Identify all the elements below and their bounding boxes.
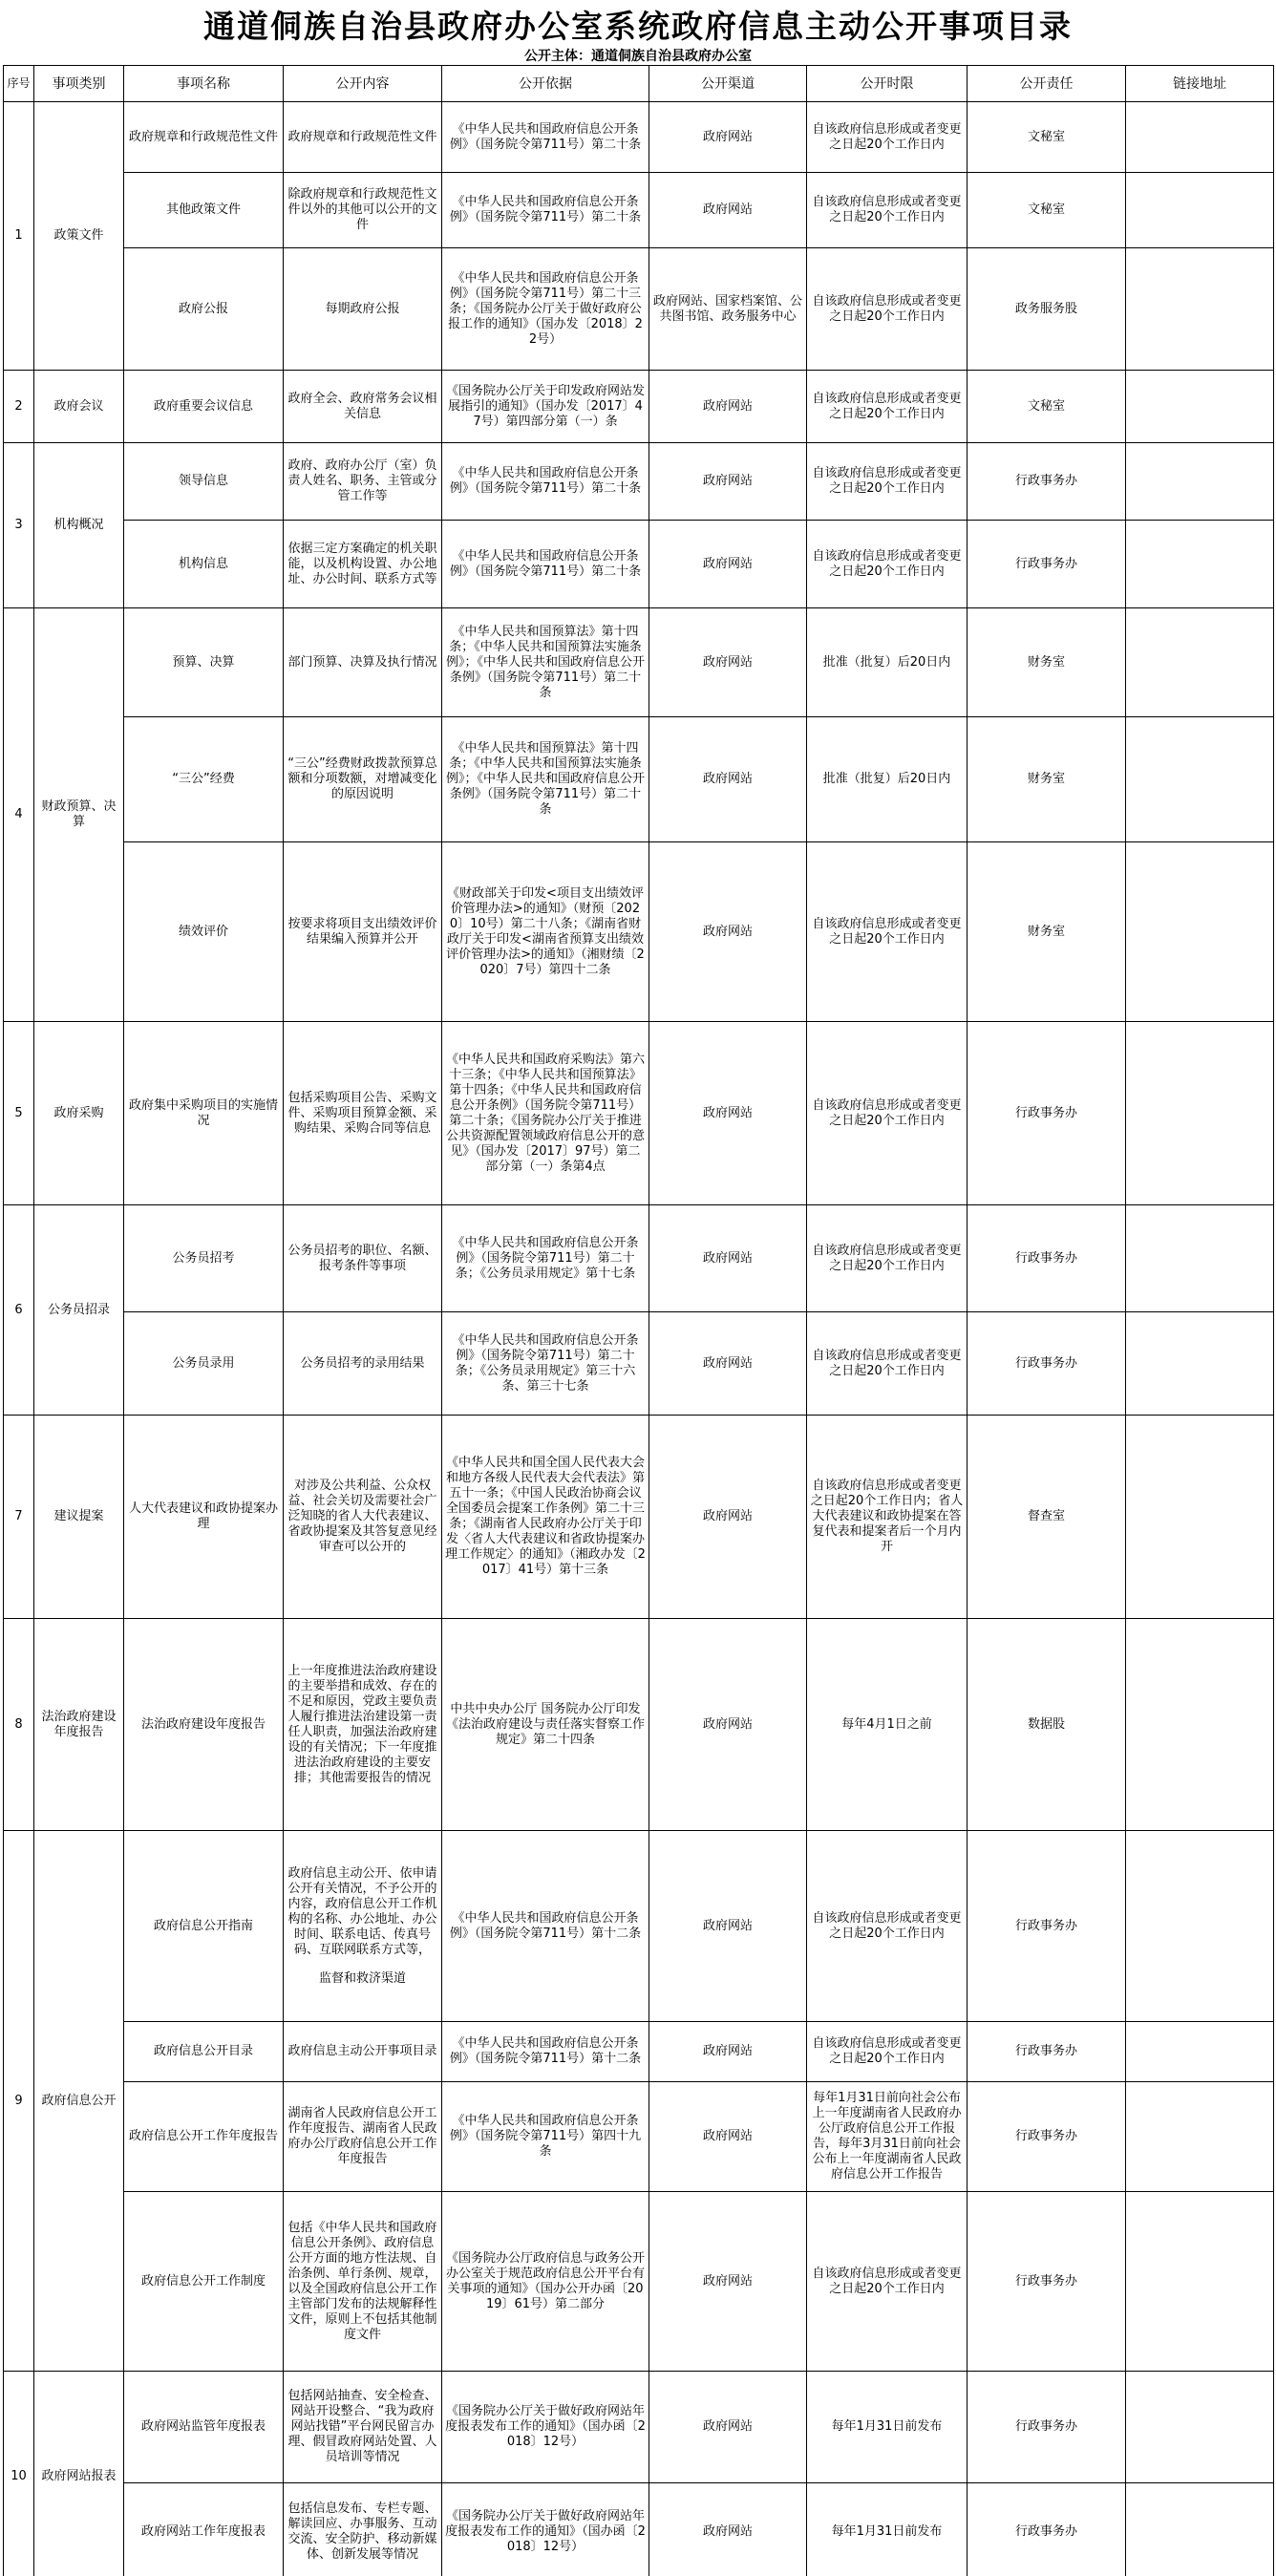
row-category: 机构概况: [34, 443, 124, 608]
row-link: [1126, 842, 1274, 1022]
table-row: [4, 521, 1274, 608]
row-channel: 政府网站: [649, 443, 807, 521]
row-basis: 《中华人民共和国政府信息公开条例》（国务院令第711号）第十二条: [442, 1831, 649, 2022]
row-basis: 《中华人民共和国政府信息公开条例》（国务院令第711号）第二十条: [442, 173, 649, 248]
row-resp: 督查室: [968, 1416, 1126, 1619]
row-content-extra: 监督和救济渠道: [318, 1970, 406, 1986]
row-basis: 《中华人民共和国政府信息公开条例》（国务院令第711号）第二十条；《公务员录用规定》第三十六条、第三十七条: [442, 1312, 649, 1416]
row-category: 公务员招录: [34, 1205, 124, 1416]
row-name: 政府信息公开指南: [124, 1831, 284, 2022]
row-time: 自该政府信息形成或者变更之日起20个工作日内: [807, 2022, 968, 2082]
row-basis: 《中华人民共和国政府信息公开条例》（国务院令第711号）第四十九条: [442, 2082, 649, 2192]
row-link: [1126, 102, 1274, 173]
table-row: [4, 717, 1274, 842]
table-row: [4, 842, 1274, 1022]
row-category: 法治政府建设年度报告: [34, 1619, 124, 1831]
table-row: [4, 2483, 1274, 2576]
table-row: [4, 1022, 1274, 1205]
row-category: 财政预算、决算: [34, 608, 124, 1022]
row-content: 包括网站抽查、安全检查、网站开设整合、“我为政府网站找错”平台网民留言办理、假冒政府网站处置、人员培训等情况: [284, 2372, 442, 2483]
row-basis: 中共中央办公厅 国务院办公厅印发《法治政府建设与责任落实督察工作规定》第二十四条: [442, 1619, 649, 1831]
row-content: 公务员招考的职位、名额、报考条件等事项: [284, 1205, 442, 1312]
row-basis: 《中华人民共和国政府信息公开条例》（国务院令第711号）第二十条: [442, 102, 649, 173]
row-basis: 《国务院办公厅关于做好政府网站年度报表发布工作的通知》（国办函〔2018〕12号）: [442, 2483, 649, 2576]
row-name: 其他政策文件: [124, 173, 284, 248]
row-name: 政府公报: [124, 248, 284, 371]
row-name: “三公”经费: [124, 717, 284, 842]
header-row: [4, 66, 1274, 102]
row-link: [1126, 2483, 1274, 2576]
row-name: 公务员招考: [124, 1205, 284, 1312]
row-content: 对涉及公共利益、公众权益、社会关切及需要社会广泛知晓的省人大代表建议、省政协提案及其答复意见经审查可以公开的: [284, 1416, 442, 1619]
row-channel: 政府网站: [649, 1416, 807, 1619]
row-resp: 文秘室: [968, 102, 1126, 173]
row-link: [1126, 2022, 1274, 2082]
row-name: 机构信息: [124, 521, 284, 608]
row-channel: 政府网站: [649, 521, 807, 608]
row-name: 政府信息公开工作年度报告: [124, 2082, 284, 2192]
table-row: [4, 371, 1274, 443]
row-link: [1126, 1831, 1274, 2022]
page-subtitle: 公开主体：通道侗族自治县政府办公室: [524, 49, 752, 64]
row-resp: 文秘室: [968, 173, 1126, 248]
row-channel: 政府网站: [649, 717, 807, 842]
row-basis: 《国务院办公厅关于做好政府网站年度报表发布工作的通知》（国办函〔2018〕12号）: [442, 2372, 649, 2483]
row-time: 每年1月31日前发布: [807, 2483, 968, 2576]
row-link: [1126, 2372, 1274, 2483]
row-time: 自该政府信息形成或者变更之日起20个工作日内: [807, 2192, 968, 2372]
row-content: 公务员招考的录用结果: [284, 1312, 442, 1416]
row-time: 自该政府信息形成或者变更之日起20个工作日内: [807, 1312, 968, 1416]
row-basis: 《财政部关于印发<项目支出绩效评价管理办法>的通知》（财预〔2020〕10号）第二十八条；《湖南省财政厅关于印发<湖南省预算支出绩效评价管理办法>的通知》（湘财绩〔2020〕7号）第四十二条: [442, 842, 649, 1022]
row-resp: 数据股: [968, 1619, 1126, 1831]
row-content: 除政府规章和行政规范性文件以外的其他可以公开的文件: [284, 173, 442, 248]
row-channel: 政府网站: [649, 1205, 807, 1312]
row-channel: 政府网站: [649, 608, 807, 717]
header-link: 链接地址: [1126, 66, 1274, 102]
row-seq: 7: [4, 1416, 34, 1619]
table-row: [4, 608, 1274, 717]
row-time: 自该政府信息形成或者变更之日起20个工作日内: [807, 842, 968, 1022]
row-category: 政府采购: [34, 1022, 124, 1205]
row-content-main: 政府信息主动公开、依申请公开有关情况，不予公开的内容，政府信息公开工作机构的名称、办公地址、办公时间、联系电话、传真号码、互联网联系方式等，: [287, 1865, 437, 1957]
header-category: 事项类别: [34, 66, 124, 102]
row-seq: 6: [4, 1205, 34, 1416]
row-link: [1126, 1312, 1274, 1416]
row-name: 政府规章和行政规范性文件: [124, 102, 284, 173]
row-channel: 政府网站: [649, 102, 807, 173]
row-seq: 4: [4, 608, 34, 1022]
row-basis: 《中华人民共和国预算法》第十四条；《中华人民共和国预算法实施条例》；《中华人民共和国政府信息公开条例》（国务院令第711号）第二十条: [442, 608, 649, 717]
row-seq: 5: [4, 1022, 34, 1205]
row-resp: 行政事务办: [968, 521, 1126, 608]
row-time: 批准（批复）后20日内: [807, 717, 968, 842]
header-time: 公开时限: [807, 66, 968, 102]
row-category: 政府信息公开: [34, 1831, 124, 2372]
row-channel: 政府网站: [649, 2192, 807, 2372]
row-name: 领导信息: [124, 443, 284, 521]
row-resp: 行政事务办: [968, 1312, 1126, 1416]
row-link: [1126, 443, 1274, 521]
row-time: 每年1月31日前向社会公布上一年度湖南省人民政府办公厅政府信息公开工作报告，每年3月31日前向社会公布上一年度湖南省人民政府信息公开工作报告: [807, 2082, 968, 2192]
row-basis: 《中华人民共和国预算法》第十四条；《中华人民共和国预算法实施条例》；《中华人民共和国政府信息公开条例》（国务院令第711号）第二十条: [442, 717, 649, 842]
row-time: 自该政府信息形成或者变更之日起20个工作日内: [807, 1022, 968, 1205]
row-channel: 政府网站: [649, 173, 807, 248]
row-time: 每年4月1日之前: [807, 1619, 968, 1831]
row-content: 每期政府公报: [284, 248, 442, 371]
row-name: 政府信息公开工作制度: [124, 2192, 284, 2372]
row-name: 法治政府建设年度报告: [124, 1619, 284, 1831]
row-seq: 9: [4, 1831, 34, 2372]
row-content: 政府、政府办公厅（室）负责人姓名、职务、主管或分管工作等: [284, 443, 442, 521]
row-time: 每年1月31日前发布: [807, 2372, 968, 2483]
row-time: 批准（批复）后20日内: [807, 608, 968, 717]
row-time: 自该政府信息形成或者变更之日起20个工作日内: [807, 173, 968, 248]
row-resp: 行政事务办: [968, 1022, 1126, 1205]
row-link: [1126, 371, 1274, 443]
row-content: 政府全会、政府常务会议相关信息: [284, 371, 442, 443]
table-row: [4, 1416, 1274, 1619]
row-name: 政府重要会议信息: [124, 371, 284, 443]
table-row: [4, 1831, 1274, 2022]
row-link: [1126, 2192, 1274, 2372]
row-channel: 政府网站: [649, 842, 807, 1022]
row-basis: 《国务院办公厅政府信息与政务公开办公室关于规范政府信息公开平台有关事项的通知》（国办公开办函〔2019〕61号）第二部分: [442, 2192, 649, 2372]
header-name: 事项名称: [124, 66, 284, 102]
row-content: “三公”经费财政拨款预算总额和分项数额，对增减变化的原因说明: [284, 717, 442, 842]
row-channel: 政府网站: [649, 371, 807, 443]
row-channel: 政府网站: [649, 2483, 807, 2576]
table-row: [4, 173, 1274, 248]
table-row: [4, 1619, 1274, 1831]
row-channel: 政府网站: [649, 2082, 807, 2192]
page-title: 通道侗族自治县政府办公室系统政府信息主动公开事项目录: [203, 8, 1073, 45]
row-resp: 行政事务办: [968, 443, 1126, 521]
header-seq: 序号: [4, 66, 34, 102]
row-resp: 行政事务办: [968, 2483, 1126, 2576]
row-basis: 《中华人民共和国政府信息公开条例》（国务院令第711号）第二十条: [442, 521, 649, 608]
row-basis: 《中华人民共和国政府信息公开条例》（国务院令第711号）第二十三条；《国务院办公厅关于做好政府公报工作的通知》（国办发〔2018〕22号）: [442, 248, 649, 371]
row-seq: 10: [4, 2372, 34, 2576]
row-resp: 政务服务股: [968, 248, 1126, 371]
row-content: 包括采购项目公告、采购文件、采购项目预算金额、采购结果、采购合同等信息: [284, 1022, 442, 1205]
row-resp: 财务室: [968, 842, 1126, 1022]
row-name: 绩效评价: [124, 842, 284, 1022]
row-basis: 《中华人民共和国政府信息公开条例》（国务院令第711号）第二十条: [442, 443, 649, 521]
row-seq: 8: [4, 1619, 34, 1831]
row-link: [1126, 717, 1274, 842]
row-link: [1126, 2082, 1274, 2192]
row-resp: 行政事务办: [968, 2192, 1126, 2372]
row-content: 部门预算、决算及执行情况: [284, 608, 442, 717]
header-basis: 公开依据: [442, 66, 649, 102]
row-content: 按要求将项目支出绩效评价结果编入预算并公开: [284, 842, 442, 1022]
row-time: 自该政府信息形成或者变更之日起20个工作日内；省人大代表建议和政协提案在答复代表和提案者后一个月内开: [807, 1416, 968, 1619]
row-name: 政府网站监管年度报表: [124, 2372, 284, 2483]
table-row: [4, 1312, 1274, 1416]
row-basis: 《中华人民共和国政府信息公开条例》（国务院令第711号）第十二条: [442, 2022, 649, 2082]
row-content: 政府信息主动公开事项目录: [284, 2022, 442, 2082]
row-time: 自该政府信息形成或者变更之日起20个工作日内: [807, 102, 968, 173]
row-resp: 财务室: [968, 608, 1126, 717]
row-link: [1126, 1416, 1274, 1619]
header-content: 公开内容: [284, 66, 442, 102]
row-content: 包括信息发布、专栏专题、解读回应、办事服务、互动交流、安全防护、移动新媒体、创新发展等情况: [284, 2483, 442, 2576]
row-channel: 政府网站、国家档案馆、公共图书馆、政务服务中心: [649, 248, 807, 371]
table-row: [4, 2372, 1274, 2483]
row-name: 政府集中采购项目的实施情况: [124, 1022, 284, 1205]
row-time: 自该政府信息形成或者变更之日起20个工作日内: [807, 1831, 968, 2022]
row-content: 湖南省人民政府信息公开工作年度报告、湖南省人民政府办公厅政府信息公开工作年度报告: [284, 2082, 442, 2192]
table-row: [4, 1205, 1274, 1312]
row-name: 政府信息公开目录: [124, 2022, 284, 2082]
row-name: 政府网站工作年度报表: [124, 2483, 284, 2576]
table-row: [4, 102, 1274, 173]
row-content: 包括《中华人民共和国政府信息公开条例》、政府信息公开方面的地方性法规、自治条例、单行条例、规章，以及全国政府信息公开工作主管部门发布的法规解释性文件，原则上不包括其他制度文件: [284, 2192, 442, 2372]
row-basis: 《中华人民共和国全国人民代表大会和地方各级人民代表大会代表法》第五十一条；《中国人民政治协商会议全国委员会提案工作条例》第二十三条；《湖南省人民政府办公厅关于印发〈省人大代表建议和省政协提案办理工作规定〉的通知》（湘政办发〔2017〕41号）第十三条: [442, 1416, 649, 1619]
row-link: [1126, 521, 1274, 608]
table-row: [4, 2022, 1274, 2082]
row-time: 自该政府信息形成或者变更之日起20个工作日内: [807, 521, 968, 608]
row-channel: 政府网站: [649, 2022, 807, 2082]
row-basis: 《中华人民共和国政府采购法》第六十三条；《中华人民共和国预算法》第十四条；《中华人民共和国政府信息公开条例》（国务院令第711号）第二十条；《国务院办公厅关于推进公共资源配置领域政府信息公开的意见》（国办发〔2017〕97号）第二部分第（一）条第4点: [442, 1022, 649, 1205]
row-link: [1126, 1205, 1274, 1312]
row-resp: 行政事务办: [968, 1831, 1126, 2022]
row-content: 上一年度推进法治政府建设的主要举措和成效、存在的不足和原因，党政主要负责人履行推进法治建设第一责任人职责，加强法治政府建设的有关情况；下一年度推进法治政府建设的主要安排；其他需要报告的情况: [284, 1619, 442, 1831]
row-channel: 政府网站: [649, 2372, 807, 2483]
row-content: 政府规章和行政规范性文件: [284, 102, 442, 173]
row-category: 建议提案: [34, 1416, 124, 1619]
table-row: [4, 2082, 1274, 2192]
row-category: 政策文件: [34, 102, 124, 371]
row-time: 自该政府信息形成或者变更之日起20个工作日内: [807, 1205, 968, 1312]
row-content: [284, 1831, 442, 2022]
row-basis: 《中华人民共和国政府信息公开条例》（国务院令第711号）第二十条；《公务员录用规定》第十七条: [442, 1205, 649, 1312]
disclosure-table: [3, 65, 1274, 2576]
row-channel: 政府网站: [649, 1312, 807, 1416]
row-channel: 政府网站: [649, 1831, 807, 2022]
row-link: [1126, 173, 1274, 248]
row-link: [1126, 608, 1274, 717]
row-seq: 1: [4, 102, 34, 371]
row-category: 政府会议: [34, 371, 124, 443]
row-time: 自该政府信息形成或者变更之日起20个工作日内: [807, 371, 968, 443]
row-name: 预算、决算: [124, 608, 284, 717]
row-link: [1126, 248, 1274, 371]
row-seq: 3: [4, 443, 34, 608]
row-resp: 财务室: [968, 717, 1126, 842]
row-resp: 行政事务办: [968, 2372, 1126, 2483]
row-link: [1126, 1022, 1274, 1205]
table-row: [4, 2192, 1274, 2372]
row-resp: 文秘室: [968, 371, 1126, 443]
row-category: 政府网站报表: [34, 2372, 124, 2576]
row-name: 公务员录用: [124, 1312, 284, 1416]
row-time: 自该政府信息形成或者变更之日起20个工作日内: [807, 248, 968, 371]
row-basis: 《国务院办公厅关于印发政府网站发展指引的通知》（国办发〔2017〕47号）第四部分第（一）条: [442, 371, 649, 443]
row-name: 人大代表建议和政协提案办理: [124, 1416, 284, 1619]
table-row: [4, 248, 1274, 371]
row-channel: 政府网站: [649, 1619, 807, 1831]
row-link: [1126, 1619, 1274, 1831]
row-content: 依据三定方案确定的机关职能，以及机构设置、办公地址、办公时间、联系方式等: [284, 521, 442, 608]
row-seq: 2: [4, 371, 34, 443]
table-row: [4, 443, 1274, 521]
row-resp: 行政事务办: [968, 2082, 1126, 2192]
header-channel: 公开渠道: [649, 66, 807, 102]
header-resp: 公开责任: [968, 66, 1126, 102]
row-resp: 行政事务办: [968, 2022, 1126, 2082]
row-resp: 行政事务办: [968, 1205, 1126, 1312]
row-time: 自该政府信息形成或者变更之日起20个工作日内: [807, 443, 968, 521]
row-channel: 政府网站: [649, 1022, 807, 1205]
